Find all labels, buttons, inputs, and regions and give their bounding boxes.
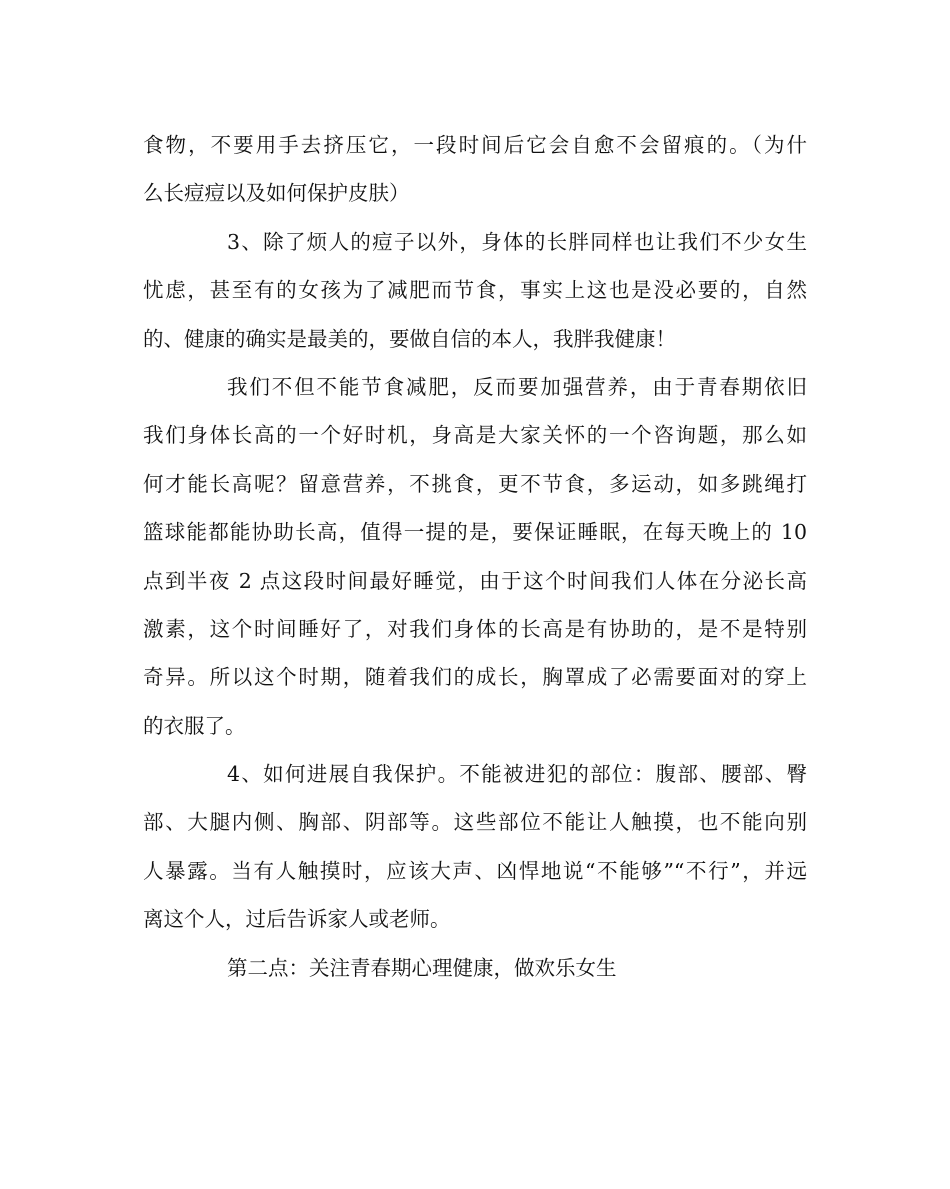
text-line: 4、如何进展自我保护。不能被进犯的部位：腹部、腰部、臀 xyxy=(227,762,807,787)
text-line: 么长痘痘以及如何保护皮肤） xyxy=(143,181,410,206)
text-line: 的、健康的确实是最美的，要做自信的本人，我胖我健康！ xyxy=(143,326,676,351)
document-body xyxy=(143,121,807,992)
text-line: 忧虑，甚至有的女孩为了减肥而节食，事实上这也是没必要的，自然 xyxy=(143,278,807,303)
text-line: 我们身体长高的一个好时机，身高是大家关怀的一个咨询题，那么如 xyxy=(143,423,807,448)
section-heading: 第二点：关注青春期心理健康，做欢乐女生 xyxy=(227,955,617,980)
paragraph xyxy=(143,750,807,944)
text-line: 激素，这个时间睡好了，对我们身体的长高是有协助的，是不是特别 xyxy=(143,616,807,641)
paragraph xyxy=(143,218,807,363)
text-line: 部、大腿内侧、胸部、阴部等。这些部位不能让人触摸，也不能向别 xyxy=(143,810,807,835)
text-line: 食物，不要用手去挤压它，一段时间后它会自愈不会留痕的。（为什 xyxy=(143,133,807,157)
text-line: 篮球能都能协助长高，值得一提的是，要保证睡眠，在每天晚上的 10 xyxy=(143,520,807,545)
text-line: 点到半夜 2 点这段时间最好睡觉，由于这个时间我们人体在分泌长高 xyxy=(143,568,807,593)
paragraph xyxy=(143,121,807,218)
text-line: 我们不但不能节食减肥，反而要加强营养，由于青春期依旧 xyxy=(227,374,807,399)
text-line: 奇异。所以这个时期，随着我们的成长，胸罩成了必需要面对的穿上 xyxy=(143,665,807,690)
paragraph xyxy=(143,363,807,750)
text-line: 3、除了烦人的痘子以外，身体的长胖同样也让我们不少女生 xyxy=(227,229,807,254)
paragraph xyxy=(143,944,807,992)
text-line: 的衣服了。 xyxy=(143,713,246,738)
text-line: 人暴露。当有人触摸时，应该大声、凶悍地说“不能够”“不行”，并远 xyxy=(143,858,807,883)
text-line: 离这个人，过后告诉家人或老师。 xyxy=(143,907,451,932)
text-line: 何才能长高呢？留意营养，不挑食，更不节食，多运动，如多跳绳打 xyxy=(143,471,807,496)
